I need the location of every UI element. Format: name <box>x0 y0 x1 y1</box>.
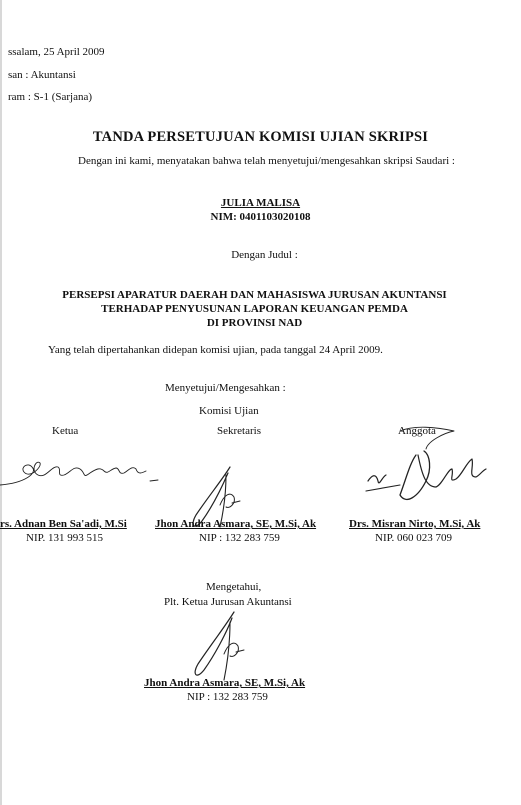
scan-edge <box>0 0 2 805</box>
committee-label: Komisi Ujian <box>199 405 259 417</box>
role-anggota: Anggota <box>398 425 436 437</box>
nip-sekretaris: NIP : 132 283 759 <box>199 532 280 544</box>
department-line: san : Akuntansi <box>8 69 76 81</box>
intro-statement: Dengan ini kami, menyatakan bahwa telah menyetujui/mengesahkan skripsi Saudari : <box>78 155 455 167</box>
signature-ketua <box>0 455 170 500</box>
thesis-title-line-3: DI PROVINSI NAD <box>206 317 303 329</box>
name-anggota: Drs. Misran Nirto, M.Si, Ak <box>349 518 481 530</box>
nip-anggota: NIP. 060 023 709 <box>375 532 453 544</box>
name-sekretaris: Jhon Andra Asmara, SE, M.Si, Ak <box>155 518 317 530</box>
student-name: JULIA MALISA <box>220 197 301 209</box>
document-title: TANDA PERSETUJUAN KOMISI UJIAN SKRIPSI <box>92 129 429 145</box>
program-line: ram : S-1 (Sarjana) <box>8 91 92 103</box>
thesis-title-line-2: TERHADAP PENYUSUNAN LAPORAN KEUANGAN PEMDA <box>101 303 408 315</box>
acknowledgement-heading: Mengetahui, <box>206 581 262 593</box>
acknowledgement-position: Plt. Ketua Jurusan Akuntansi <box>164 596 292 608</box>
name-ketua-jurusan: Jhon Andra Asmara, SE, M.Si, Ak <box>144 677 306 689</box>
nip-ketua: NIP. 131 993 515 <box>26 532 104 544</box>
student-nim: NIM: 0401103020108 <box>210 211 311 223</box>
thesis-title-line-1: PERSEPSI APARATUR DAERAH DAN MAHASISWA JURUSAN AKUNTANSI <box>62 289 447 301</box>
place-date: ssalam, 25 April 2009 <box>8 46 105 58</box>
title-label: Dengan Judul : <box>231 249 298 261</box>
role-ketua: Ketua <box>52 425 79 437</box>
defense-statement: Yang telah dipertahankan didepan komisi ujian, pada tanggal 24 April 2009. <box>48 344 383 356</box>
role-sekretaris: Sekretaris <box>217 425 261 437</box>
nip-ketua-jurusan: NIP : 132 283 759 <box>187 691 268 703</box>
approval-heading: Menyetujui/Mengesahkan : <box>165 382 286 394</box>
name-ketua: rs. Adnan Ben Sa'adi, M.Si <box>0 518 127 530</box>
signature-anggota <box>356 425 496 515</box>
